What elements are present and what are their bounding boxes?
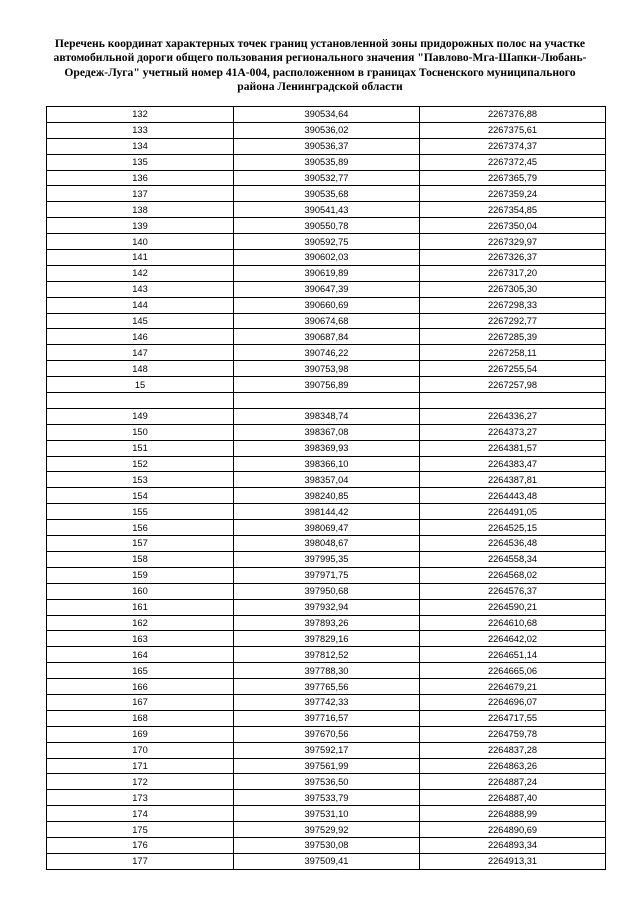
y-coordinate-cell: 2264890,69: [420, 822, 606, 838]
y-coordinate-cell: 2264576,37: [420, 583, 606, 599]
point-number-cell: 143: [47, 281, 234, 297]
x-coordinate-cell: 390674,68: [234, 313, 420, 329]
point-number-cell: 173: [47, 790, 234, 806]
table-row: [47, 774, 606, 790]
x-coordinate-cell: 390660,69: [234, 297, 420, 313]
point-number-cell: 153: [47, 472, 234, 488]
y-coordinate-cell: 2264610,68: [420, 615, 606, 631]
table-row: [47, 202, 606, 218]
point-number-cell: 15: [47, 377, 234, 393]
separator-row: [47, 393, 606, 409]
table-row: [47, 297, 606, 313]
y-coordinate-cell: 2267257,98: [420, 377, 606, 393]
point-number-cell: 149: [47, 408, 234, 424]
y-coordinate-cell: 2267375,61: [420, 122, 606, 138]
point-number-cell: 160: [47, 583, 234, 599]
y-coordinate-cell: 2264491,05: [420, 504, 606, 520]
y-coordinate-cell: 2264837,28: [420, 742, 606, 758]
x-coordinate-cell: 398240,85: [234, 488, 420, 504]
table-row: [47, 853, 606, 869]
y-coordinate-cell: 2264383,47: [420, 456, 606, 472]
x-coordinate-cell: 390550,78: [234, 218, 420, 234]
y-coordinate-cell: 2267285,39: [420, 329, 606, 345]
table-row: [47, 313, 606, 329]
table-row: [47, 218, 606, 234]
table-row: [47, 408, 606, 424]
x-coordinate-cell: 390532,77: [234, 170, 420, 186]
table-row: [47, 361, 606, 377]
x-coordinate-cell: 397533,79: [234, 790, 420, 806]
point-number-cell: 157: [47, 536, 234, 552]
x-coordinate-cell: 398144,42: [234, 504, 420, 520]
x-coordinate-cell: 397592,17: [234, 742, 420, 758]
title-line: Оредеж-Луга" учетный номер 41А-004, расположенном в границах Тосненского муниципального: [64, 65, 576, 79]
y-coordinate-cell: 2267298,33: [420, 297, 606, 313]
table-row: [47, 472, 606, 488]
point-number-cell: 144: [47, 297, 234, 313]
table-row: [47, 520, 606, 536]
point-number-cell: 137: [47, 186, 234, 202]
point-number-cell: 148: [47, 361, 234, 377]
table-row: [47, 694, 606, 710]
point-number-cell: 150: [47, 424, 234, 440]
x-coordinate-cell: 398348,74: [234, 408, 420, 424]
table-row: [47, 186, 606, 202]
y-coordinate-cell: 2267258,11: [420, 345, 606, 361]
x-coordinate-cell: 398366,10: [234, 456, 420, 472]
point-number-cell: 142: [47, 265, 234, 281]
x-coordinate-cell: 390753,98: [234, 361, 420, 377]
table-row: [47, 567, 606, 583]
x-coordinate-cell: 397812,52: [234, 647, 420, 663]
point-number-cell: 132: [47, 107, 234, 123]
y-coordinate-cell: 2267350,04: [420, 218, 606, 234]
x-coordinate-cell: 398369,93: [234, 440, 420, 456]
x-coordinate-cell: 397509,41: [234, 853, 420, 869]
table-row: [47, 329, 606, 345]
y-coordinate-cell: 2264381,57: [420, 440, 606, 456]
table-row: [47, 488, 606, 504]
y-coordinate-cell: 2267329,97: [420, 234, 606, 250]
x-coordinate-cell: 397529,92: [234, 822, 420, 838]
point-number-cell: 170: [47, 742, 234, 758]
point-number-cell: 133: [47, 122, 234, 138]
y-coordinate-cell: 2264759,78: [420, 726, 606, 742]
y-coordinate-cell: 2264525,15: [420, 520, 606, 536]
table-row: [47, 679, 606, 695]
table-row: [47, 615, 606, 631]
point-number-cell: 154: [47, 488, 234, 504]
x-coordinate-cell: 397995,35: [234, 551, 420, 567]
y-coordinate-cell: 2267326,37: [420, 250, 606, 266]
table-row: [47, 424, 606, 440]
y-coordinate-cell: 2264913,31: [420, 853, 606, 869]
table-row: [47, 170, 606, 186]
table-row: [47, 377, 606, 393]
point-number-cell: 158: [47, 551, 234, 567]
y-coordinate-cell: 2267354,85: [420, 202, 606, 218]
point-number-cell: 159: [47, 567, 234, 583]
x-coordinate-cell: 390619,89: [234, 265, 420, 281]
x-coordinate-cell: 397531,10: [234, 806, 420, 822]
x-coordinate-cell: 390746,22: [234, 345, 420, 361]
table-row: [47, 345, 606, 361]
x-coordinate-cell: 390535,68: [234, 186, 420, 202]
x-coordinate-cell: 390687,84: [234, 329, 420, 345]
table-row: [47, 742, 606, 758]
y-coordinate-cell: 2267365,79: [420, 170, 606, 186]
table-row: [47, 758, 606, 774]
point-number-cell: 152: [47, 456, 234, 472]
x-coordinate-cell: 390756,89: [234, 377, 420, 393]
table-row: [47, 837, 606, 853]
point-number-cell: 175: [47, 822, 234, 838]
y-coordinate-cell: 2264558,34: [420, 551, 606, 567]
y-coordinate-cell: 2264665,06: [420, 663, 606, 679]
table-row: [47, 790, 606, 806]
table-row: [47, 806, 606, 822]
table-row: [47, 726, 606, 742]
table-row: [47, 234, 606, 250]
point-number-cell: 176: [47, 837, 234, 853]
x-coordinate-cell: 397932,94: [234, 599, 420, 615]
x-coordinate-cell: 397893,26: [234, 615, 420, 631]
table-row: [47, 551, 606, 567]
x-coordinate-cell: 397950,68: [234, 583, 420, 599]
title-line: Перечень координат характерных точек границ установленной зоны придорожных полос на участке: [54, 37, 586, 50]
point-number-cell: 162: [47, 615, 234, 631]
x-coordinate-cell: 390536,37: [234, 138, 420, 154]
empty-cell: [420, 393, 606, 409]
point-number-cell: 155: [47, 504, 234, 520]
y-coordinate-cell: 2267374,37: [420, 138, 606, 154]
x-coordinate-cell: 397765,56: [234, 679, 420, 695]
point-number-cell: 163: [47, 631, 234, 647]
x-coordinate-cell: 398367,08: [234, 424, 420, 440]
point-number-cell: 177: [47, 853, 234, 869]
y-coordinate-cell: 2264642,02: [420, 631, 606, 647]
y-coordinate-cell: 2264887,24: [420, 774, 606, 790]
table-row: [47, 504, 606, 520]
x-coordinate-cell: 390534,64: [234, 107, 420, 123]
table-row: [47, 281, 606, 297]
x-coordinate-cell: 397561,99: [234, 758, 420, 774]
point-number-cell: 172: [47, 774, 234, 790]
x-coordinate-cell: 397829,16: [234, 631, 420, 647]
y-coordinate-cell: 2264336,27: [420, 408, 606, 424]
point-number-cell: 134: [47, 138, 234, 154]
table-row: [47, 599, 606, 615]
x-coordinate-cell: 398048,67: [234, 536, 420, 552]
point-number-cell: 146: [47, 329, 234, 345]
y-coordinate-cell: 2264443,48: [420, 488, 606, 504]
x-coordinate-cell: 390647,39: [234, 281, 420, 297]
y-coordinate-cell: 2264893,34: [420, 837, 606, 853]
point-number-cell: 145: [47, 313, 234, 329]
table-row: [47, 107, 606, 123]
point-number-cell: 165: [47, 663, 234, 679]
point-number-cell: 141: [47, 250, 234, 266]
y-coordinate-cell: 2267255,54: [420, 361, 606, 377]
title-line: автомобильной дороги общего пользования регионального значения "Павлово-Мга-Шапки-Любань-: [53, 51, 587, 65]
table-row: [47, 710, 606, 726]
table-row: [47, 647, 606, 663]
x-coordinate-cell: 398069,47: [234, 520, 420, 536]
table-row: [47, 122, 606, 138]
point-number-cell: 151: [47, 440, 234, 456]
table-row: [47, 440, 606, 456]
point-number-cell: 138: [47, 202, 234, 218]
y-coordinate-cell: 2267317,20: [420, 265, 606, 281]
y-coordinate-cell: 2267376,88: [420, 107, 606, 123]
y-coordinate-cell: 2264536,48: [420, 536, 606, 552]
x-coordinate-cell: 390592,75: [234, 234, 420, 250]
x-coordinate-cell: 397536,50: [234, 774, 420, 790]
y-coordinate-cell: 2264887,40: [420, 790, 606, 806]
point-number-cell: 156: [47, 520, 234, 536]
point-number-cell: 167: [47, 694, 234, 710]
coordinates-table-body: [47, 107, 606, 870]
x-coordinate-cell: 397670,56: [234, 726, 420, 742]
point-number-cell: 164: [47, 647, 234, 663]
y-coordinate-cell: 2264387,81: [420, 472, 606, 488]
x-coordinate-cell: 390536,02: [234, 122, 420, 138]
y-coordinate-cell: 2264888,99: [420, 806, 606, 822]
point-number-cell: 135: [47, 154, 234, 170]
document-title: [40, 37, 600, 94]
point-number-cell: 174: [47, 806, 234, 822]
x-coordinate-cell: 397530,08: [234, 837, 420, 853]
y-coordinate-cell: 2264679,21: [420, 679, 606, 695]
y-coordinate-cell: 2264863,26: [420, 758, 606, 774]
x-coordinate-cell: 397788,30: [234, 663, 420, 679]
point-number-cell: 140: [47, 234, 234, 250]
y-coordinate-cell: 2264717,55: [420, 710, 606, 726]
y-coordinate-cell: 2267372,45: [420, 154, 606, 170]
x-coordinate-cell: 390535,89: [234, 154, 420, 170]
empty-cell: [47, 393, 234, 409]
x-coordinate-cell: 397971,75: [234, 567, 420, 583]
table-row: [47, 265, 606, 281]
point-number-cell: 139: [47, 218, 234, 234]
point-number-cell: 136: [47, 170, 234, 186]
table-row: [47, 822, 606, 838]
y-coordinate-cell: 2264590,21: [420, 599, 606, 615]
table-row: [47, 138, 606, 154]
x-coordinate-cell: 398357,04: [234, 472, 420, 488]
x-coordinate-cell: 390541,43: [234, 202, 420, 218]
x-coordinate-cell: 397716,57: [234, 710, 420, 726]
point-number-cell: 147: [47, 345, 234, 361]
y-coordinate-cell: 2267305,30: [420, 281, 606, 297]
point-number-cell: 166: [47, 679, 234, 695]
table-row: [47, 631, 606, 647]
table-row: [47, 250, 606, 266]
table-row: [47, 154, 606, 170]
x-coordinate-cell: 390602,03: [234, 250, 420, 266]
point-number-cell: 168: [47, 710, 234, 726]
y-coordinate-cell: 2264373,27: [420, 424, 606, 440]
point-number-cell: 161: [47, 599, 234, 615]
table-row: [47, 536, 606, 552]
point-number-cell: 171: [47, 758, 234, 774]
title-line: района Ленинградской области: [237, 79, 403, 93]
table-row: [47, 456, 606, 472]
y-coordinate-cell: 2267292,77: [420, 313, 606, 329]
y-coordinate-cell: 2264651,14: [420, 647, 606, 663]
table-row: [47, 663, 606, 679]
point-number-cell: 169: [47, 726, 234, 742]
table-row: [47, 583, 606, 599]
y-coordinate-cell: 2267359,24: [420, 186, 606, 202]
empty-cell: [234, 393, 420, 409]
x-coordinate-cell: 397742,33: [234, 694, 420, 710]
y-coordinate-cell: 2264696,07: [420, 694, 606, 710]
coordinates-table: [46, 106, 606, 870]
y-coordinate-cell: 2264568,02: [420, 567, 606, 583]
